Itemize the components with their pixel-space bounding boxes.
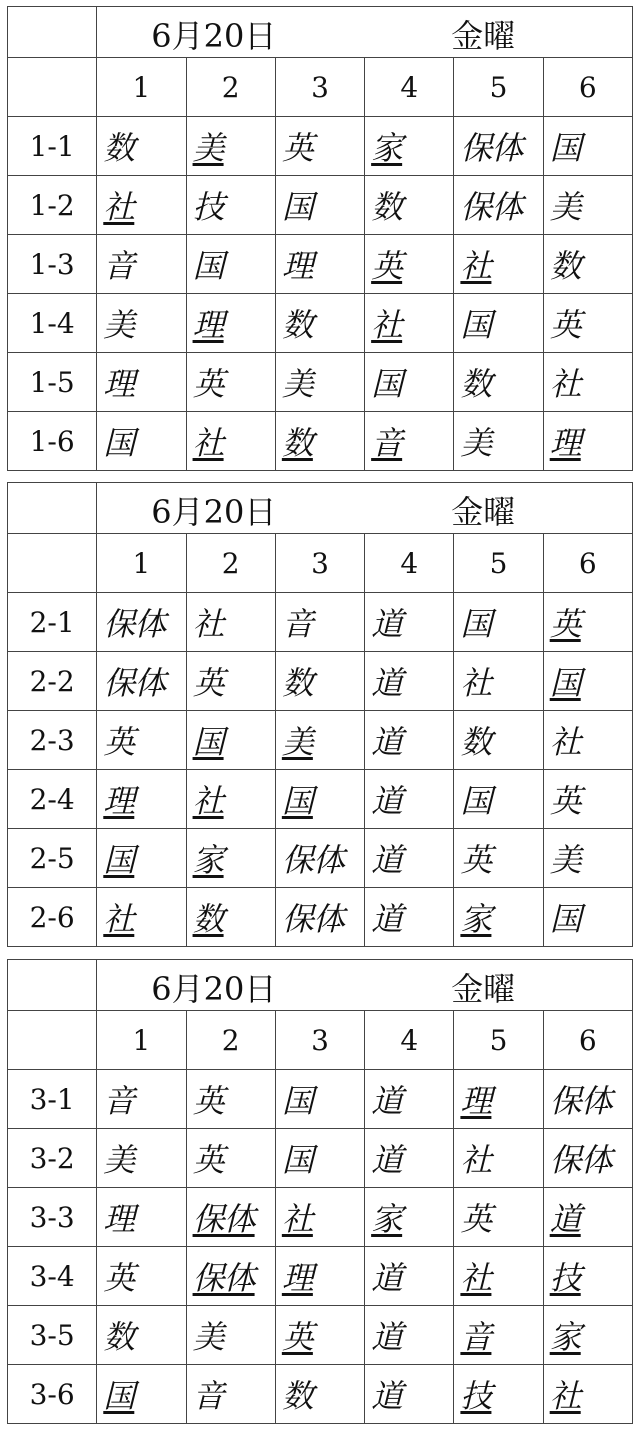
subject-cell [186, 235, 275, 294]
subject-text: 道 [371, 782, 403, 820]
subject-cell [543, 770, 632, 829]
subject-cell [97, 1365, 186, 1424]
weekday-label: 金曜 [451, 493, 516, 531]
subject-text: 音 [460, 1318, 492, 1356]
corner-cell [8, 483, 97, 534]
class-label: 2-2 [8, 652, 97, 711]
subject-text: 保体 [103, 605, 166, 643]
class-label: 2-5 [8, 829, 97, 888]
class-row [8, 176, 633, 235]
subject-cell [543, 1247, 632, 1306]
subject-text: 保体 [281, 841, 344, 879]
subject-text: 社 [460, 664, 492, 702]
subject-text: 英 [460, 1200, 492, 1238]
subject-cell [454, 235, 543, 294]
subject-text: 数 [192, 900, 224, 938]
subject-cell [543, 711, 632, 770]
class-row [8, 353, 633, 412]
subject-cell [97, 1306, 186, 1365]
period-header: 6 [543, 58, 632, 117]
period-header: 3 [275, 58, 364, 117]
subject-text: 美 [192, 1318, 224, 1356]
subject-cell [365, 294, 454, 353]
subject-cell [454, 412, 543, 471]
subject-text: 美 [281, 723, 313, 761]
class-row [8, 235, 633, 294]
subject-text: 道 [371, 841, 403, 879]
class-row [8, 1070, 633, 1129]
subject-text: 社 [371, 306, 403, 344]
timetable-grade-2 [7, 482, 633, 947]
subject-cell [186, 412, 275, 471]
subject-text: 音 [281, 605, 313, 643]
date-label: 6月20日 [151, 493, 277, 531]
subject-text: 技 [460, 1377, 492, 1415]
subject-cell [275, 770, 364, 829]
subject-cell [454, 294, 543, 353]
subject-text: 英 [549, 782, 581, 820]
subject-cell [97, 770, 186, 829]
subject-cell [365, 1188, 454, 1247]
subject-text: 数 [371, 188, 403, 226]
subject-cell [275, 829, 364, 888]
subject-text: 音 [192, 1377, 224, 1415]
subject-cell [454, 711, 543, 770]
subject-cell [275, 1070, 364, 1129]
subject-cell [275, 1188, 364, 1247]
date-row [8, 7, 633, 58]
subject-text: 数 [549, 247, 581, 285]
subject-cell [186, 176, 275, 235]
subject-text: 英 [192, 1141, 224, 1179]
class-label: 2-3 [8, 711, 97, 770]
subject-cell [543, 1070, 632, 1129]
date-header [97, 7, 633, 58]
class-label: 1-6 [8, 412, 97, 471]
period-header: 4 [365, 58, 454, 117]
subject-cell [543, 829, 632, 888]
timetable-grade-1 [7, 6, 633, 471]
subject-cell [186, 294, 275, 353]
subject-text: 社 [192, 424, 224, 462]
class-row [8, 1188, 633, 1247]
subject-text: 保体 [192, 1200, 255, 1238]
subject-text: 数 [103, 129, 135, 167]
date-label: 6月20日 [151, 17, 277, 55]
subject-text: 家 [460, 900, 492, 938]
subject-cell [365, 1247, 454, 1306]
subject-cell [543, 1306, 632, 1365]
subject-text: 英 [103, 723, 135, 761]
subject-text: 保体 [549, 1141, 612, 1179]
subject-text: 美 [192, 129, 224, 167]
subject-cell [97, 1129, 186, 1188]
subject-cell [454, 1247, 543, 1306]
class-label: 3-5 [8, 1306, 97, 1365]
subject-cell [186, 1129, 275, 1188]
subject-text: 国 [103, 1377, 135, 1415]
subject-text: 道 [371, 1377, 403, 1415]
class-row [8, 117, 633, 176]
subject-text: 理 [103, 1200, 135, 1238]
subject-cell [454, 652, 543, 711]
subject-text: 国 [460, 306, 492, 344]
class-label: 3-4 [8, 1247, 97, 1306]
subject-cell [365, 1129, 454, 1188]
subject-cell [543, 294, 632, 353]
subject-text: 国 [460, 782, 492, 820]
subject-text: 保体 [281, 900, 344, 938]
subject-text: 美 [103, 1141, 135, 1179]
subject-text: 社 [460, 1259, 492, 1297]
weekday-label: 金曜 [451, 17, 516, 55]
subject-text: 道 [371, 723, 403, 761]
period-row [8, 534, 633, 593]
corner-cell [8, 58, 97, 117]
class-row [8, 593, 633, 652]
subject-text: 英 [192, 365, 224, 403]
period-header: 2 [186, 534, 275, 593]
subject-cell [365, 353, 454, 412]
subject-text: 英 [192, 664, 224, 702]
subject-cell [543, 176, 632, 235]
subject-text: 数 [281, 664, 313, 702]
subject-text: 美 [103, 306, 135, 344]
date-label: 6月20日 [151, 970, 277, 1008]
subject-text: 道 [549, 1200, 581, 1238]
corner-cell [8, 7, 97, 58]
class-label: 1-3 [8, 235, 97, 294]
period-header: 3 [275, 1011, 364, 1070]
subject-cell [97, 593, 186, 652]
subject-text: 数 [103, 1318, 135, 1356]
subject-cell [275, 176, 364, 235]
subject-text: 国 [103, 424, 135, 462]
date-row [8, 483, 633, 534]
period-header: 3 [275, 534, 364, 593]
subject-text: 道 [371, 1082, 403, 1120]
subject-cell [454, 1188, 543, 1247]
subject-cell [543, 235, 632, 294]
subject-text: 理 [103, 782, 135, 820]
subject-text: 国 [549, 129, 581, 167]
subject-text: 社 [103, 900, 135, 938]
subject-text: 社 [281, 1200, 313, 1238]
subject-cell [275, 353, 364, 412]
subject-cell [186, 829, 275, 888]
class-row [8, 711, 633, 770]
subject-cell [97, 711, 186, 770]
subject-text: 英 [103, 1259, 135, 1297]
subject-text: 道 [371, 900, 403, 938]
subject-text: 国 [103, 841, 135, 879]
subject-text: 数 [460, 365, 492, 403]
subject-text: 理 [281, 1259, 313, 1297]
subject-cell [543, 1188, 632, 1247]
subject-text: 道 [371, 664, 403, 702]
subject-text: 保体 [192, 1259, 255, 1297]
period-header: 4 [365, 534, 454, 593]
subject-text: 英 [549, 605, 581, 643]
subject-cell [97, 829, 186, 888]
period-header: 6 [543, 534, 632, 593]
subject-text: 美 [460, 424, 492, 462]
subject-text: 社 [460, 247, 492, 285]
subject-text: 美 [549, 188, 581, 226]
subject-cell [97, 652, 186, 711]
weekday-label: 金曜 [451, 970, 516, 1008]
subject-cell [186, 1365, 275, 1424]
period-header: 5 [454, 534, 543, 593]
subject-cell [543, 117, 632, 176]
period-header: 6 [543, 1011, 632, 1070]
subject-text: 技 [549, 1259, 581, 1297]
subject-text: 数 [281, 424, 313, 462]
subject-text: 家 [192, 841, 224, 879]
subject-cell [454, 829, 543, 888]
class-row [8, 652, 633, 711]
subject-text: 道 [371, 1141, 403, 1179]
subject-cell [543, 1365, 632, 1424]
subject-cell [365, 1070, 454, 1129]
subject-cell [454, 593, 543, 652]
class-row [8, 829, 633, 888]
subject-cell [543, 353, 632, 412]
subject-cell [365, 652, 454, 711]
class-label: 3-6 [8, 1365, 97, 1424]
corner-cell [8, 534, 97, 593]
class-row [8, 412, 633, 471]
subject-text: 英 [371, 247, 403, 285]
subject-cell [365, 593, 454, 652]
subject-text: 国 [281, 1082, 313, 1120]
subject-cell [97, 1247, 186, 1306]
subject-cell [365, 176, 454, 235]
subject-text: 技 [192, 188, 224, 226]
subject-cell [275, 593, 364, 652]
period-header: 1 [97, 534, 186, 593]
period-row [8, 1011, 633, 1070]
subject-cell [454, 176, 543, 235]
subject-text: 数 [281, 306, 313, 344]
subject-text: 保体 [460, 188, 523, 226]
subject-cell [543, 652, 632, 711]
date-row [8, 960, 633, 1011]
corner-cell [8, 960, 97, 1011]
subject-text: 社 [549, 723, 581, 761]
subject-cell [454, 353, 543, 412]
subject-text: 国 [192, 247, 224, 285]
subject-text: 保体 [549, 1082, 612, 1120]
subject-cell [97, 1070, 186, 1129]
subject-cell [186, 593, 275, 652]
corner-cell [8, 1011, 97, 1070]
class-row [8, 1365, 633, 1424]
period-header: 4 [365, 1011, 454, 1070]
subject-cell [454, 1129, 543, 1188]
subject-cell [365, 711, 454, 770]
subject-text: 美 [549, 841, 581, 879]
subject-cell [186, 117, 275, 176]
subject-cell [97, 1188, 186, 1247]
subject-cell [454, 1306, 543, 1365]
subject-cell [275, 1365, 364, 1424]
subject-cell [275, 412, 364, 471]
date-header [97, 483, 633, 534]
subject-cell [186, 1306, 275, 1365]
period-header: 1 [97, 58, 186, 117]
subject-text: 国 [281, 1141, 313, 1179]
subject-text: 数 [460, 723, 492, 761]
subject-cell [275, 235, 364, 294]
subject-text: 音 [103, 247, 135, 285]
class-label: 1-5 [8, 353, 97, 412]
subject-cell [97, 117, 186, 176]
subject-cell [454, 770, 543, 829]
class-label: 3-2 [8, 1129, 97, 1188]
class-label: 3-1 [8, 1070, 97, 1129]
subject-text: 道 [371, 605, 403, 643]
subject-cell [275, 1306, 364, 1365]
subject-text: 数 [281, 1377, 313, 1415]
period-header: 5 [454, 1011, 543, 1070]
subject-text: 社 [192, 782, 224, 820]
class-row [8, 294, 633, 353]
subject-cell [454, 888, 543, 947]
subject-cell [365, 1306, 454, 1365]
class-label: 2-6 [8, 888, 97, 947]
class-row [8, 888, 633, 947]
subject-cell [186, 1070, 275, 1129]
subject-cell [186, 711, 275, 770]
period-header: 1 [97, 1011, 186, 1070]
subject-text: 英 [192, 1082, 224, 1120]
subject-cell [97, 888, 186, 947]
subject-text: 保体 [103, 664, 166, 702]
subject-cell [186, 1247, 275, 1306]
subject-text: 社 [460, 1141, 492, 1179]
subject-cell [97, 176, 186, 235]
subject-cell [275, 652, 364, 711]
subject-cell [543, 412, 632, 471]
subject-text: 英 [281, 129, 313, 167]
subject-cell [365, 829, 454, 888]
subject-text: 社 [549, 1377, 581, 1415]
subject-cell [454, 117, 543, 176]
class-row [8, 1129, 633, 1188]
subject-cell [365, 412, 454, 471]
subject-text: 家 [371, 1200, 403, 1238]
subject-text: 国 [281, 782, 313, 820]
subject-text: 社 [549, 365, 581, 403]
subject-text: 理 [549, 424, 581, 462]
period-header: 2 [186, 58, 275, 117]
subject-text: 国 [549, 664, 581, 702]
subject-cell [97, 412, 186, 471]
class-label: 1-2 [8, 176, 97, 235]
subject-text: 家 [549, 1318, 581, 1356]
subject-text: 美 [281, 365, 313, 403]
subject-cell [365, 1365, 454, 1424]
subject-text: 道 [371, 1318, 403, 1356]
subject-text: 国 [281, 188, 313, 226]
subject-cell [365, 117, 454, 176]
subject-cell [275, 1247, 364, 1306]
subject-cell [454, 1070, 543, 1129]
subject-cell [543, 888, 632, 947]
subject-cell [186, 888, 275, 947]
subject-cell [365, 888, 454, 947]
subject-text: 英 [549, 306, 581, 344]
subject-cell [97, 294, 186, 353]
subject-cell [186, 652, 275, 711]
subject-text: 音 [371, 424, 403, 462]
class-row [8, 1247, 633, 1306]
subject-cell [543, 1129, 632, 1188]
subject-text: 英 [460, 841, 492, 879]
subject-cell [454, 1365, 543, 1424]
subject-cell [543, 593, 632, 652]
subject-cell [365, 770, 454, 829]
subject-cell [275, 711, 364, 770]
subject-cell [186, 353, 275, 412]
subject-text: 国 [549, 900, 581, 938]
subject-text: 社 [103, 188, 135, 226]
class-label: 1-1 [8, 117, 97, 176]
class-label: 2-4 [8, 770, 97, 829]
subject-text: 国 [371, 365, 403, 403]
class-label: 1-4 [8, 294, 97, 353]
date-header [97, 960, 633, 1011]
subject-text: 国 [192, 723, 224, 761]
subject-cell [275, 888, 364, 947]
subject-cell [275, 117, 364, 176]
subject-cell [186, 770, 275, 829]
timetable-grade-3 [7, 959, 633, 1424]
subject-text: 英 [281, 1318, 313, 1356]
class-row [8, 770, 633, 829]
class-row [8, 1306, 633, 1365]
subject-text: 保体 [460, 129, 523, 167]
subject-cell [275, 294, 364, 353]
subject-cell [275, 1129, 364, 1188]
subject-text: 理 [192, 306, 224, 344]
period-row [8, 58, 633, 117]
subject-text: 理 [460, 1082, 492, 1120]
subject-text: 理 [281, 247, 313, 285]
subject-text: 国 [460, 605, 492, 643]
period-header: 5 [454, 58, 543, 117]
subject-cell [186, 1188, 275, 1247]
subject-text: 理 [103, 365, 135, 403]
subject-text: 社 [192, 605, 224, 643]
subject-text: 家 [371, 129, 403, 167]
period-header: 2 [186, 1011, 275, 1070]
subject-text: 道 [371, 1259, 403, 1297]
subject-cell [97, 235, 186, 294]
subject-cell [97, 353, 186, 412]
subject-cell [365, 235, 454, 294]
class-label: 2-1 [8, 593, 97, 652]
subject-text: 音 [103, 1082, 135, 1120]
class-label: 3-3 [8, 1188, 97, 1247]
